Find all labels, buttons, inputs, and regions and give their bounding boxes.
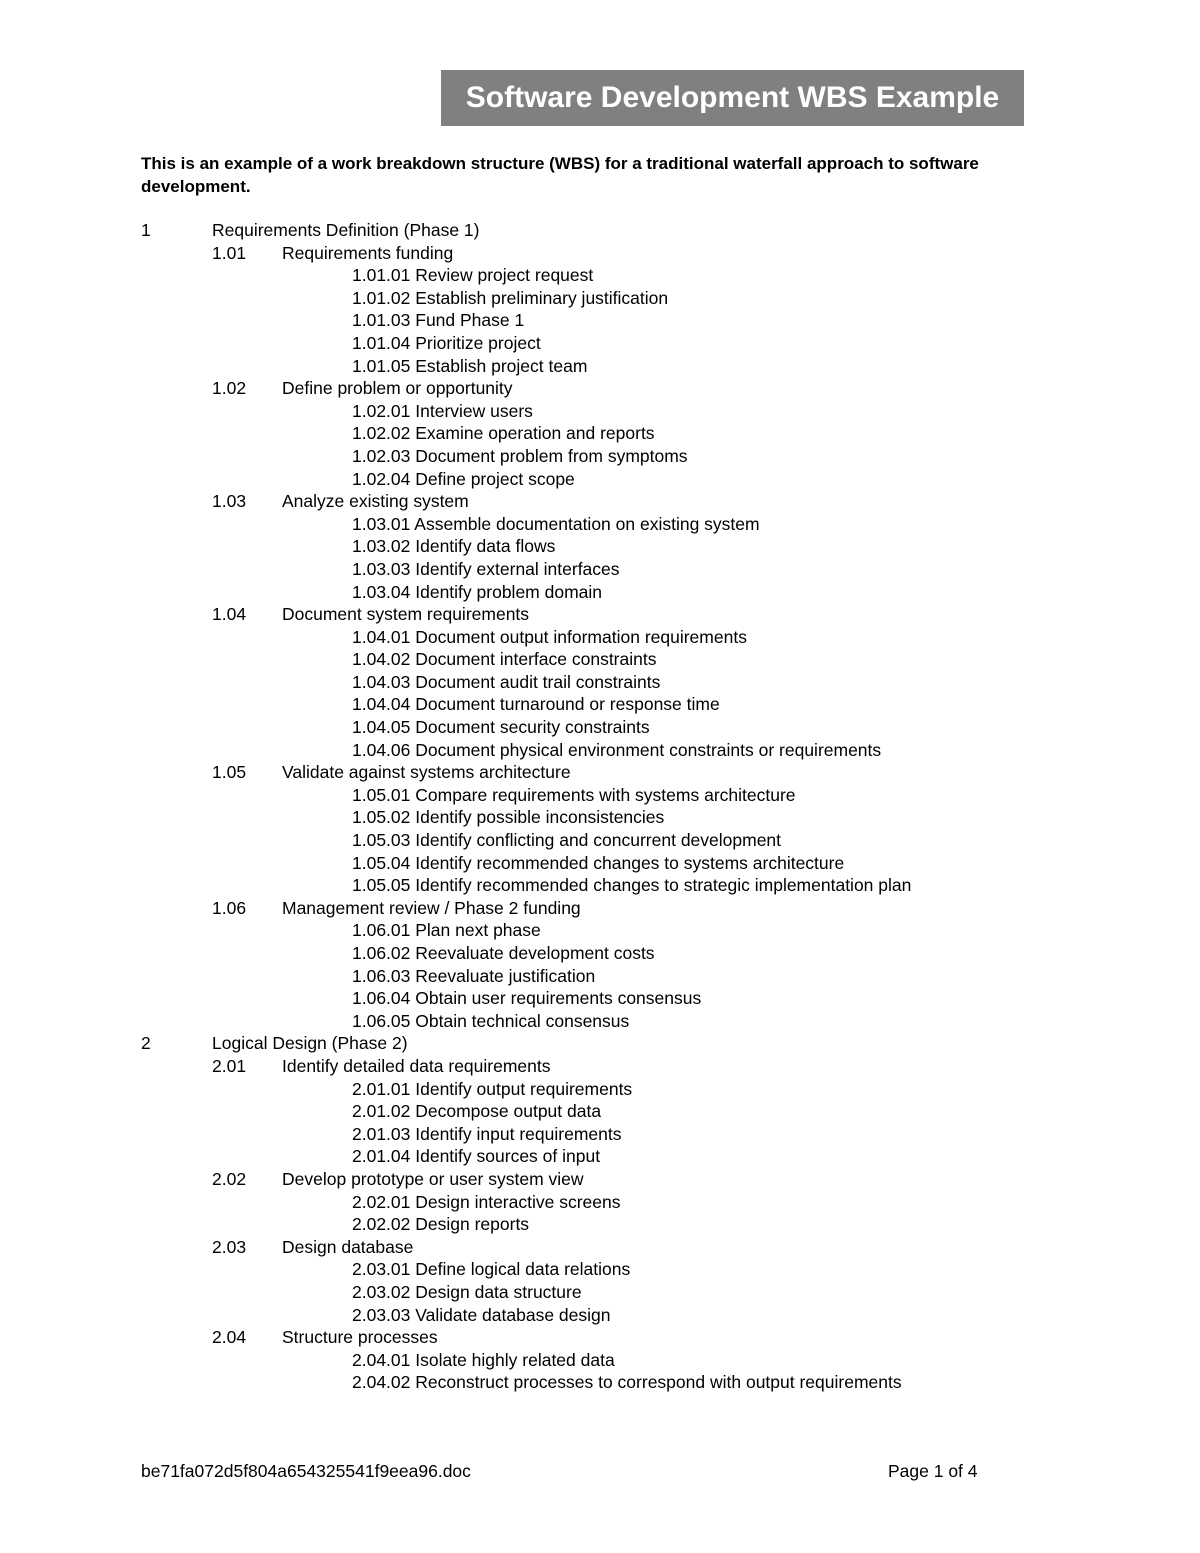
wbs-item-level-3 xyxy=(141,829,1091,852)
wbs-item-level-3 xyxy=(141,1349,1091,1372)
wbs-item-level-3 xyxy=(141,648,1091,671)
wbs-item-level-2 xyxy=(141,1168,1091,1191)
footer-filename: be71fa072d5f804a654325541f9eea96.doc xyxy=(141,1461,471,1481)
wbs-item-label: Analyze existing system xyxy=(282,491,469,512)
wbs-item-label: 2.01.04 Identify sources of input xyxy=(352,1146,601,1167)
wbs-item-level-1 xyxy=(141,219,1091,242)
wbs-item-level-2 xyxy=(141,1236,1091,1259)
wbs-item-label: 2.01.02 Decompose output data xyxy=(352,1101,602,1122)
wbs-item-level-3 xyxy=(141,445,1091,468)
wbs-item-label: Develop prototype or user system view xyxy=(282,1168,584,1189)
wbs-item-code: 1.06 xyxy=(212,897,247,918)
wbs-item-label: Validate against systems architecture xyxy=(282,762,571,783)
wbs-item-code: 1.05 xyxy=(212,762,247,783)
wbs-item-level-1 xyxy=(141,1032,1091,1055)
wbs-item-label: 2.03.03 Validate database design xyxy=(352,1304,611,1325)
wbs-item-level-3 xyxy=(141,1010,1091,1033)
wbs-item-label: 1.03.01 Assemble documentation on existing system xyxy=(352,513,760,534)
wbs-item-label: Define problem or opportunity xyxy=(282,378,513,399)
wbs-item-level-3 xyxy=(141,1145,1091,1168)
wbs-item-level-2 xyxy=(141,242,1091,265)
wbs-item-level-3 xyxy=(141,513,1091,536)
wbs-item-label: 1.04.04 Document turnaround or response time xyxy=(352,694,720,715)
wbs-item-label: 2.03.01 Define logical data relations xyxy=(352,1259,631,1280)
wbs-item-level-3 xyxy=(141,535,1091,558)
wbs-item-code: 1.01 xyxy=(212,242,247,263)
wbs-item-level-3 xyxy=(141,784,1091,807)
wbs-item-label: 1.05.02 Identify possible inconsistencies xyxy=(352,807,665,828)
wbs-item-level-3 xyxy=(141,1191,1091,1214)
wbs-item-level-3 xyxy=(141,468,1091,491)
wbs-item-level-3 xyxy=(141,400,1091,423)
wbs-item-label: 1.01.02 Establish preliminary justification xyxy=(352,287,669,308)
wbs-item-label: Requirements funding xyxy=(282,242,454,263)
wbs-item-level-2 xyxy=(141,761,1091,784)
wbs-item-level-3 xyxy=(141,1078,1091,1101)
wbs-item-code: 1 xyxy=(141,220,151,240)
wbs-item-level-3 xyxy=(141,581,1091,604)
wbs-item-label: 1.05.03 Identify conflicting and concurrent development xyxy=(352,830,782,851)
wbs-item-level-3 xyxy=(141,422,1091,445)
wbs-item-level-2 xyxy=(141,1055,1091,1078)
wbs-item-label: Design database xyxy=(282,1236,414,1257)
wbs-item-level-3 xyxy=(141,852,1091,875)
wbs-item-label: 1.05.05 Identify recommended changes to strategic implementation plan xyxy=(352,875,912,896)
wbs-item-label: 1.04.01 Document output information requirements xyxy=(352,626,747,647)
wbs-item-label: Structure processes xyxy=(282,1327,438,1348)
wbs-item-label: 2.01.01 Identify output requirements xyxy=(352,1078,633,1099)
wbs-item-label: 1.05.04 Identify recommended changes to systems architecture xyxy=(352,852,845,873)
wbs-item-label: 1.01.01 Review project request xyxy=(352,265,594,286)
wbs-item-level-3 xyxy=(141,874,1091,897)
wbs-item-label: Identify detailed data requirements xyxy=(282,1055,551,1076)
wbs-item-label: 2.02.01 Design interactive screens xyxy=(352,1191,621,1212)
wbs-item-label: 2.03.02 Design data structure xyxy=(352,1281,582,1302)
wbs-item-label: Requirements Definition (Phase 1) xyxy=(212,220,480,240)
wbs-item-level-3 xyxy=(141,942,1091,965)
wbs-item-level-3 xyxy=(141,1304,1091,1327)
wbs-item-level-3 xyxy=(141,626,1091,649)
wbs-item-label: 2.02.02 Design reports xyxy=(352,1214,530,1235)
wbs-item-level-3 xyxy=(141,355,1091,378)
wbs-item-label: 1.06.03 Reevaluate justification xyxy=(352,965,596,986)
wbs-item-code: 2.03 xyxy=(212,1236,247,1257)
wbs-item-label: 1.01.03 Fund Phase 1 xyxy=(352,310,525,331)
wbs-item-label: 1.04.02 Document interface constraints xyxy=(352,649,657,670)
wbs-list xyxy=(141,219,1091,1394)
wbs-item-level-3 xyxy=(141,1100,1091,1123)
wbs-item-label: 1.04.03 Document audit trail constraints xyxy=(352,671,661,692)
wbs-item-label: 1.03.03 Identify external interfaces xyxy=(352,558,620,579)
wbs-item-level-3 xyxy=(141,1371,1091,1394)
wbs-item-level-2 xyxy=(141,377,1091,400)
wbs-item-label: 1.06.02 Reevaluate development costs xyxy=(352,943,655,963)
wbs-item-level-3 xyxy=(141,332,1091,355)
wbs-item-level-3 xyxy=(141,309,1091,332)
wbs-item-label: 1.06.05 Obtain technical consensus xyxy=(352,1010,630,1031)
wbs-item-level-3 xyxy=(141,716,1091,739)
wbs-item-level-2 xyxy=(141,1326,1091,1349)
wbs-item-code: 2.04 xyxy=(212,1327,247,1348)
wbs-item-code: 2.02 xyxy=(212,1168,247,1189)
wbs-item-label: 1.04.06 Document physical environment constraints or requirements xyxy=(352,739,882,760)
wbs-item-label: 1.03.04 Identify problem domain xyxy=(352,581,603,602)
wbs-item-code: 2 xyxy=(141,1033,151,1054)
wbs-item-label: 1.05.01 Compare requirements with systems architecture xyxy=(352,784,796,805)
wbs-item-label: 2.04.02 Reconstruct processes to correspond with output requirements xyxy=(352,1372,902,1393)
wbs-item-label: Logical Design (Phase 2) xyxy=(212,1033,408,1054)
wbs-item-label: 1.02.02 Examine operation and reports xyxy=(352,423,655,444)
wbs-item-level-3 xyxy=(141,693,1091,716)
wbs-item-label: 2.01.03 Identify input requirements xyxy=(352,1123,622,1144)
wbs-item-label: Document system requirements xyxy=(282,604,530,625)
wbs-item-label: 1.02.01 Interview users xyxy=(352,400,533,421)
wbs-item-level-3 xyxy=(141,987,1091,1010)
wbs-item-label: 1.02.04 Define project scope xyxy=(352,468,575,489)
wbs-item-level-3 xyxy=(141,287,1091,310)
wbs-item-level-3 xyxy=(141,1123,1091,1146)
footer-page-number: Page 1 of 4 xyxy=(888,1461,978,1481)
wbs-item-label: 1.06.04 Obtain user requirements consensus xyxy=(352,988,702,1009)
wbs-item-label: 2.04.01 Isolate highly related data xyxy=(352,1349,615,1370)
wbs-item-code: 2.01 xyxy=(212,1055,247,1076)
wbs-item-code: 1.04 xyxy=(212,604,247,625)
wbs-item-level-3 xyxy=(141,739,1091,762)
wbs-item-level-3 xyxy=(141,1213,1091,1236)
wbs-item-code: 1.02 xyxy=(212,378,247,399)
wbs-item-level-3 xyxy=(141,1258,1091,1281)
wbs-item-level-3 xyxy=(141,1281,1091,1304)
wbs-item-level-3 xyxy=(141,558,1091,581)
wbs-item-label: 1.02.03 Document problem from symptoms xyxy=(352,445,688,466)
wbs-item-label: 1.06.01 Plan next phase xyxy=(352,920,541,941)
document-title: Software Development WBS Example xyxy=(441,70,1024,126)
wbs-item-code: 1.03 xyxy=(212,491,247,512)
wbs-item-level-3 xyxy=(141,671,1091,694)
wbs-item-label: 1.01.04 Prioritize project xyxy=(352,332,541,353)
wbs-item-level-3 xyxy=(141,806,1091,829)
wbs-item-level-2 xyxy=(141,490,1091,513)
wbs-item-label: Management review / Phase 2 funding xyxy=(282,897,581,918)
wbs-item-label: 1.03.02 Identify data flows xyxy=(352,536,556,557)
wbs-item-level-2 xyxy=(141,603,1091,626)
wbs-item-label: 1.04.05 Document security constraints xyxy=(352,717,650,738)
intro-paragraph: This is an example of a work breakdown structure (WBS) for a traditional waterfall approach to software development. xyxy=(141,154,979,196)
wbs-item-label: 1.01.05 Establish project team xyxy=(352,355,588,376)
wbs-item-level-2 xyxy=(141,897,1091,920)
wbs-item-level-3 xyxy=(141,264,1091,287)
wbs-item-level-3 xyxy=(141,919,1091,942)
wbs-item-level-3 xyxy=(141,965,1091,988)
